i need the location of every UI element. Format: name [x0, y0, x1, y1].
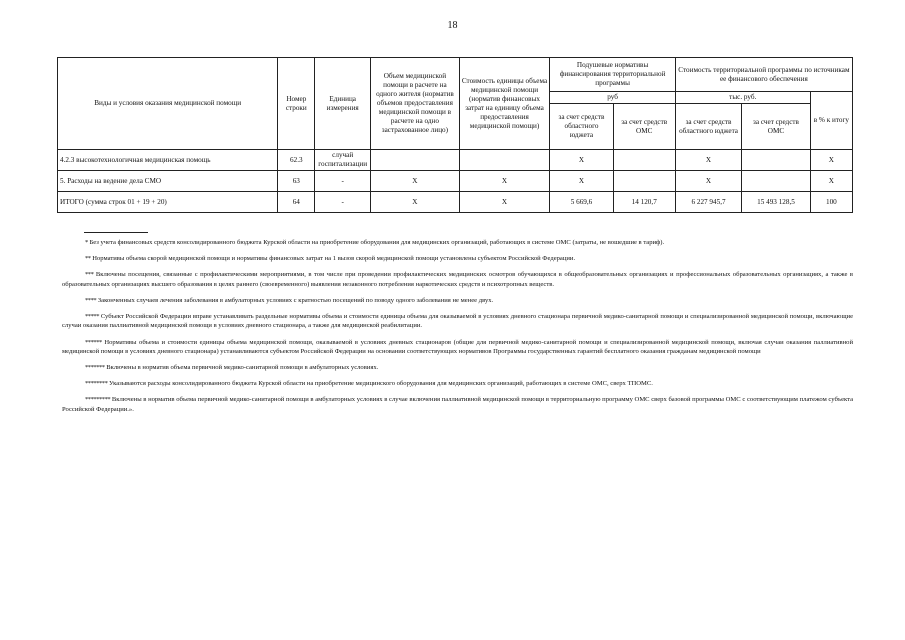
footnote-text: Включены в норматив объема первичной медико-санитарной помощи в амбулаторных условиях в случае включения паллиативной медицинской помощи в территориальную программу ОМС сверх базовой программы ОМС с соответствующим платежом субъекта Российской Федерации.».: [62, 396, 853, 413]
header-row-number: Номер строки: [278, 58, 315, 150]
header-total-budget: за счет средств областного юджета: [675, 104, 741, 150]
header-unit-cost: Стоимость единицы объема медицинской помощи (норматив финансовых затрат на единицу объема предоставления медицинской помощи): [459, 58, 550, 150]
row-total-percent: X: [810, 150, 852, 171]
footnote-marker: ******: [85, 338, 102, 346]
table-row: [58, 192, 853, 213]
footnote-text: Законченных случаев лечения заболевания в амбулаторных условиях с кратностью посещений по поводу одного заболевания не менее двух.: [97, 296, 494, 304]
header-total-percent: в % к итогу: [810, 92, 852, 150]
row-total-budget: X: [675, 150, 741, 171]
row-pc-budget: X: [550, 171, 613, 192]
footnote: [62, 270, 853, 288]
row-unit-cost: X: [459, 192, 550, 213]
footnote: [62, 254, 853, 263]
row-pc-oms: [613, 171, 675, 192]
header-per-capita-unit: руб: [550, 92, 675, 104]
row-unit: -: [315, 171, 371, 192]
footnote-text: Указываются расходы консолидированного бюджета Курской области на приобретение медицинского оборудования для медицинских организаций, работающих в системе ОМС, сверх ТПОМС.: [109, 380, 653, 388]
row-pc-budget: X: [550, 150, 613, 171]
footnote: [62, 363, 853, 372]
row-name: 5. Расходы на ведение дела СМО: [58, 171, 278, 192]
footnote-marker: ***: [85, 271, 94, 279]
row-unit-cost: [459, 150, 550, 171]
footnote-marker: ********: [85, 380, 108, 388]
footnote: [62, 312, 853, 330]
footnote: [62, 395, 853, 413]
header-total-oms: за счет средств ОМС: [742, 104, 811, 150]
table-row: [58, 171, 853, 192]
row-pc-oms: [613, 150, 675, 171]
footnote: [62, 338, 853, 356]
footnote-text: Нормативы объема и стоимости единицы объема медицинской помощи, оказываемой в условиях дневных стационаров (общие для первичной медико-санитарной помощи и специализированной медицинской помощи, включая случаи оказания паллиативной медицинской помощи в условиях дневного стационара) устанавливаются субъектом Российской Федерации на основании соответствующих нормативов Программы государственных гарантий бесплатного оказания гражданам медицинской помощи: [62, 338, 853, 355]
table-row: [58, 150, 853, 171]
row-volume: X: [371, 192, 460, 213]
footnote-marker: **: [85, 255, 91, 263]
footnote-marker: *******: [85, 363, 105, 371]
row-pc-budget: 5 669,6: [550, 192, 613, 213]
footnote-separator: [84, 232, 148, 233]
row-total-oms: [742, 150, 811, 171]
row-total-percent: 100: [810, 192, 852, 213]
row-number: 64: [278, 192, 315, 213]
header-type: Виды и условия оказания медицинской помощи: [58, 58, 278, 150]
header-per-capita-budget: за счет средств областного юджета: [550, 104, 613, 150]
header-total-cost: Стоимость территориальной программы по источникам ее финансового обеспечения: [675, 58, 852, 92]
footnote-text: Без учета финансовых средств консолидированного бюджета Курской области на приобретение оборудования для медицинских организаций, работающих в системе ОМС (затраты, не вошедшие в тариф).: [89, 239, 665, 246]
header-per-capita-oms: за счет средств ОМС: [613, 104, 675, 150]
header-row-1: [58, 58, 853, 92]
program-cost-table: [57, 57, 853, 213]
row-total-percent: X: [810, 171, 852, 192]
row-name: ИТОГО (сумма строк 01 + 19 + 20): [58, 192, 278, 213]
header-volume: Объем медицинской помощи в расчете на одного жителя (норматив объемов предоставления медицинской помощи в расчете на одно застрахованное лицо): [371, 58, 460, 150]
page-number: 18: [447, 20, 458, 31]
row-total-budget: 6 227 945,7: [675, 192, 741, 213]
row-name: 4.2.3 высокотехнологичная медицинская помощь: [58, 150, 278, 171]
row-number: 63: [278, 171, 315, 192]
footnote-marker: *********: [85, 396, 111, 404]
footnote-marker: *****: [85, 313, 99, 321]
row-unit: -: [315, 192, 371, 213]
row-total-oms: 15 493 128,5: [742, 192, 811, 213]
footnote: [62, 296, 853, 305]
row-total-oms: [742, 171, 811, 192]
footnote: [62, 238, 853, 247]
footnote-text: Нормативы объема скорой медицинской помощи и нормативы финансовых затрат на 1 вызов скорой медицинской помощи установлены субъектом Российской Федерации.: [92, 255, 576, 263]
footnote-text: Включены посещения, связанные с профилактическими мероприятиями, в том числе при проведении профилактических медицинских осмотров обучающихся в общеобразовательных организациях и профессиональных образовательных организациях, а также в образовательных организациях высшего образования в целях раннего (своевременного) выявления незаконного потребления наркотических средств и психотропных веществ.: [62, 271, 853, 288]
row-total-budget: X: [675, 171, 741, 192]
footnotes: [62, 238, 853, 421]
footnote-marker: *: [85, 239, 88, 246]
footnote-text: Включены в норматив объема первичной медико-санитарной помощи в амбулаторных условиях.: [106, 363, 379, 371]
header-unit: Единица измерения: [315, 58, 371, 150]
row-unit-cost: X: [459, 171, 550, 192]
row-volume: X: [371, 171, 460, 192]
header-total-unit: тыс. руб.: [675, 92, 810, 104]
footnote-marker: ****: [85, 296, 97, 304]
header-per-capita: Подушевые нормативы финансирования территориальной программы: [550, 58, 675, 92]
row-unit: случай госпитализации: [315, 150, 371, 171]
footnote: [62, 379, 853, 388]
row-volume: [371, 150, 460, 171]
row-number: 62.3: [278, 150, 315, 171]
footnote-text: Субъект Российской Федерации вправе устанавливать раздельные нормативы объема и стоимости единицы объема для оказываемой в условиях дневного стационара первичной медико-санитарной помощи и специализированной медицинской помощи, включающие случаи оказания паллиативной медицинской помощи в условиях дневного стационара, а также для медицинской реабилитации.: [62, 313, 854, 330]
row-pc-oms: 14 120,7: [613, 192, 675, 213]
